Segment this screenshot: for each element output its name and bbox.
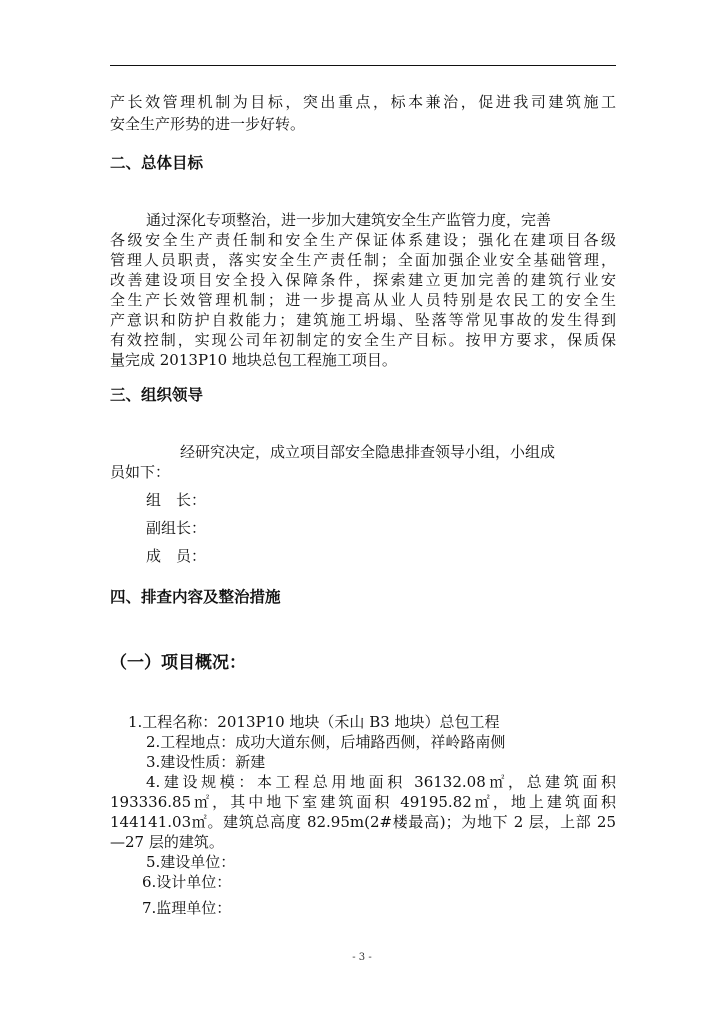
- construction-scale-line-3: 144141.03㎡。建筑总高度 82.95m(2#楼最高)；为地下 2 层，上部 25: [110, 813, 616, 831]
- section-2-line-5: 全生产长效管理机制；进一步提高从业人员特别是农民工的安全生: [110, 291, 616, 309]
- deputy-leader-label: 副组长：: [146, 519, 207, 537]
- supervisor-item: 7.监理单位：: [142, 899, 232, 917]
- section-2-line-3: 管理人员职责，落实安全生产责任制；全面加强企业安全基础管理，: [110, 251, 616, 269]
- designer-item: 6.设计单位：: [142, 873, 232, 891]
- section-2-line-8: 量完成 2013P10 地块总包工程施工项目。: [110, 351, 397, 369]
- members-label: 成 员：: [146, 547, 207, 565]
- section-2-line-7: 有效控制，实现公司年初制定的安全生产目标。按甲方要求，保质保: [110, 331, 616, 349]
- section-2-line-4: 改善建设项目安全投入保障条件，探索建立更加完善的建筑行业安: [110, 271, 616, 289]
- construction-scale-line-1: 4.建设规模：本工程总用地面积 36132.08㎡，总建筑面积: [146, 773, 616, 791]
- header-rule: [110, 65, 616, 66]
- developer-item: 5.建设单位：: [146, 853, 236, 871]
- project-name-item: 1.工程名称：2013P10 地块（禾山 B3 地块）总包工程: [128, 713, 500, 731]
- section-3-heading: 三、组织领导: [110, 386, 204, 404]
- intro-line-2: 安全生产形势的进一步好转。: [110, 115, 306, 133]
- intro-line-1: 产长效管理机制为目标，突出重点，标本兼治，促进我司建筑施工: [110, 93, 616, 111]
- section-4-heading: 四、排查内容及整治措施: [110, 588, 281, 606]
- leader-label: 组 长：: [146, 491, 207, 509]
- section-2-line-1: 通过深化专项整治，进一步加大建筑安全生产监管力度，完善: [146, 211, 552, 229]
- page-number: - 3 -: [352, 952, 372, 963]
- section-3-line-2: 员如下：: [110, 463, 171, 481]
- construction-nature-item: 3.建设性质：新建: [146, 753, 266, 771]
- construction-scale-line-4: —27 层的建筑。: [110, 833, 224, 851]
- construction-scale-line-2: 193336.85㎡，其中地下室建筑面积 49195.82㎡，地上建筑面积: [110, 793, 616, 811]
- section-3-line-1: 经研究决定，成立项目部安全隐患排查领导小组，小组成: [180, 443, 556, 461]
- project-location-item: 2.工程地点：成功大道东侧，后埔路西侧，祥岭路南侧: [146, 733, 506, 751]
- section-2-heading: 二、总体目标: [110, 154, 204, 172]
- project-overview-subheading: （一）项目概况：: [110, 653, 246, 673]
- section-2-line-2: 各级安全生产责任制和安全生产保证体系建设；强化在建项目各级: [110, 231, 616, 249]
- section-2-line-6: 产意识和防护自救能力；建筑施工坍塌、坠落等常见事故的发生得到: [110, 311, 616, 329]
